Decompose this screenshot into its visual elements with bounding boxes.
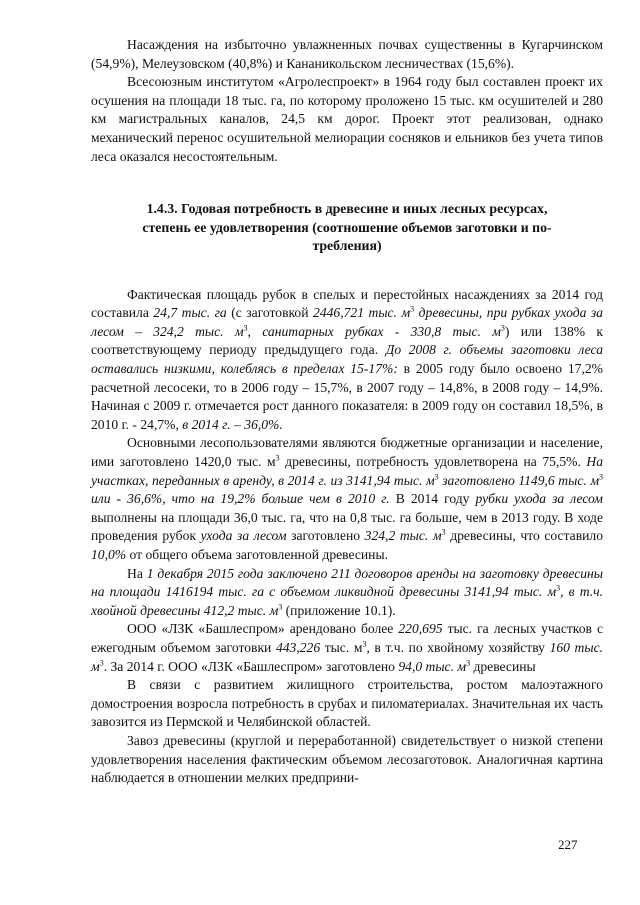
paragraph-harvest-area: Фактическая площадь рубок в спелых и перестойных насаждениях за 2014 год составила 24,7 тыс. га (с заготовкой 2446,721 тыс. $м^3$ древесины, при рубках ухода за лесом – 324,2 тыс. $м^3$, санитарных рубках - 330,8 тыс. $м^3$) или 138% к соответствующему периоду предыдущего года. До 2008 г. объемы заготовки леса оставались низкими, колеблясь в пределах 15-17%: в 2005 году было освоено 17,2% расчетной лесосеки, то в 2006 году – 15,7%, в 2007 году – 14,8%, в 2008 году – 14,9%. Начиная с 2009 г. отмечается рост данного показателя: в 2009 году он составил 18,5%, в 2010 г. - 24,7%, в 2014 г. – 36,0%. [91,286,603,432]
paragraph-forest-users: Основными лесопользователями являются бюджетные организации и население, ими заготовлено 1420,0 тыс. $м^3$ древесины, потребность удовлетворена на 75,5%. На участках, переданных в аренду, в 2014 г. из 3141,94 тыс. $м^3$ заготовлено 1149,6 тыс. $м^3$ или - 36,6%, что на 19,2% больше чем в 2010 г. В 2014 году рубки ухода за лесом выполнены на площади 36,0 тыс. га, что на 0,8 тыс. га больше, чем в 2013 году. В ходе проведения рубок ухода за лесом заготовлено 324,2 тыс. $м^3$ древесины, что составило 10,0% от общего объема заготовленной древесины. [91,435,603,562]
intro-paragraph-2: Всесоюзным институтом «Агролеспроект» в 1964 году был составлен проект их осушения на площади 18 тыс. га, по которому проложено 15 тыс. км осушителей и 280 км магистральных каналов, 24,5 км дорог. Проект этот реализован, однако механический перенос осушительной мелиорации сосняков и ельников без учета типов леса оказался несостоятельным. [91,74,603,164]
paragraph-bashlesprom: ООО «ЛЗК «Башлеспром» арендовано более 220,695 тыс. га лесных участков с ежегодным объемом заготовки 443,226 тыс. $м^3$, в т.ч. по хвойному хозяйству 160 тыс. $м^3$. За 2014 г. ООО «ЛЗК «Башлеспром» заготовлено 94,0 тыс. $м^3$ древесины [91,621,604,674]
section-heading-line-3: требления) [312,238,382,254]
section-heading [91,200,603,256]
paragraph-wood-import: Завоз древесины (круглой и переработанной) свидетельствует о низкой степени удовлетворения населения фактическим объемом лесозаготовок. Аналогичная картина наблюдается в отношении мелких предприни- [91,732,603,786]
paragraph-housing: В связи с развитием жилищного строительства, ростом малоэтажного домостроения возросла потребность в срубах и пиломатериалах. Значительная их часть завозится из Пермской и Челябинской областей. [91,677,603,730]
page-body [91,36,603,788]
paragraph-lease-contracts: На 1 декабря 2015 года заключено 211 договоров аренды на заготовку древесины на площади 1416194 тыс. га с объемом ликвидной древесины 3141,94 тыс. $м^3$, в т.ч. хвойной древесины 412,2 тыс. $м^3$ (приложение 10.1). [91,565,604,618]
intro-paragraph-1: Насаждения на избыточно увлажненных почвах существенны в Кугарчинском (54,9%), Мелеузовском (40,8%) и Кананикольском лесничествах (15,6%). [91,37,603,71]
page-number: 227 [558,837,578,852]
section-heading-line-1: 1.4.3. Годовая потребность в древесине и иных лесных ресурсах, [146,201,548,217]
section-heading-line-2: степень ее удовлетворения (соотношение объемов заготовки и по- [142,219,552,235]
